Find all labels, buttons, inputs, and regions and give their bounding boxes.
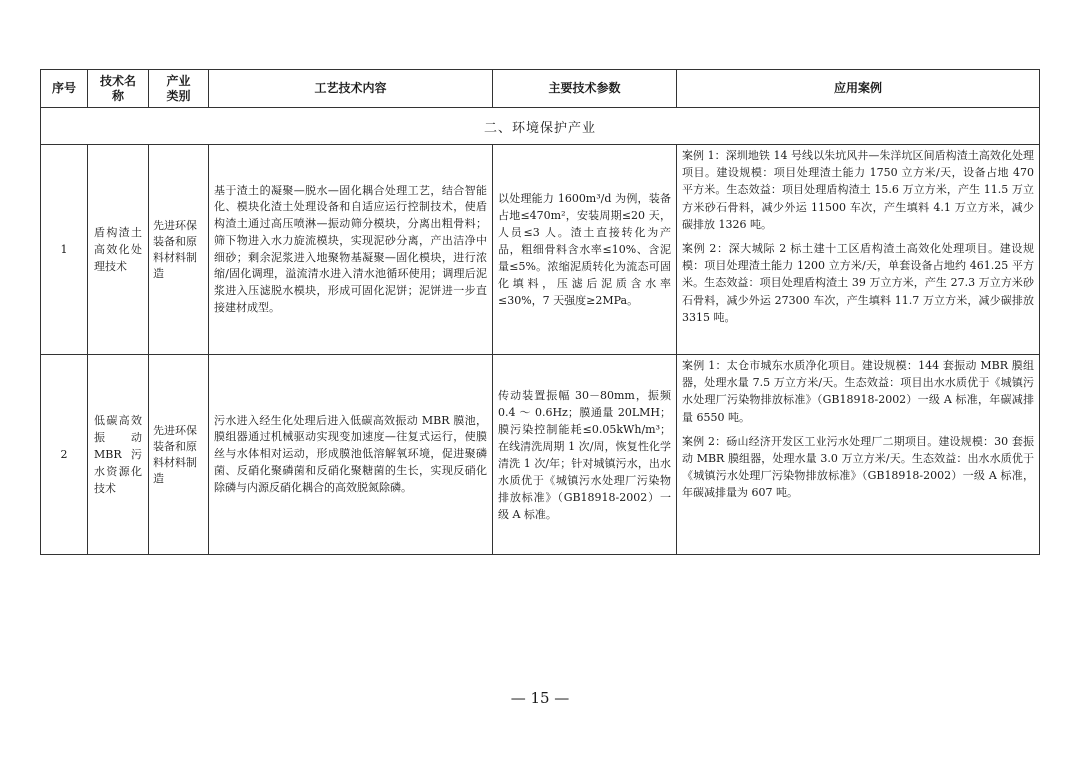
section-row xyxy=(41,108,1040,145)
tech-name: 低碳高效振动MBR污水资源化技术 xyxy=(88,355,149,555)
header-main-params: 主要技术参数 xyxy=(493,70,677,108)
case-item: 案例 2：深大城际 2 标土建十工区盾构渣土高效化处理项目。建设规模：项目处理渣土能力 1200 立方米/天，单套设备占地约 461.25 平方米。生态效益：项目处理盾构渣土 39 万立方米，产生 27.3 万立方米砂石骨料，减少外运 27300 车次，产生填料 11.7 万立方米，减少碳排放 3315 吨。 xyxy=(682,242,1034,324)
process-content: 基于渣土的凝聚—脱水—固化耦合处理工艺，结合智能化、模块化渣土处理设备和自适应运行控制技术，使盾构渣土通过高压喷淋—振动筛分模块，分离出粗骨料；筛下物进入水力旋流模块，实现泥砂分离，产出洁净中细砂；剩余泥浆进入地聚物基凝聚—固化模块，进行浓缩/固化调理，溢流清水进入清水池循环使用；调理后泥浆进入压滤脱水模块，形成可固化泥饼；泥饼进一步直接建材成型。 xyxy=(209,145,493,355)
main-params: 以处理能力 1600m³/d 为例，装备占地≤470m²，安装周期≤20 天，人员≤3 人。渣土直接转化为产品，粗细骨料含水率≤10%、含泥量≤5%。浓缩泥质转化为流态可固化填料，压滤后泥质含水率≤30%，7 天强度≥2MPa。 xyxy=(493,145,677,355)
table-header-row xyxy=(41,70,1040,108)
industry-category: 先进环保装备和原料材料制造 xyxy=(149,145,209,355)
case-item: 案例 1：太仓市城东水质净化项目。建设规模：144 套振动 MBR 膜组器，处理水量 7.5 万立方米/天。生态效益：项目出水水质优于《城镇污水处理厂污染物排放标准》（GB18918-2002）一级 A 标准，年碳减排量 6550 吨。 xyxy=(682,359,1034,424)
technology-table xyxy=(40,69,1040,555)
row-number: 2 xyxy=(41,355,88,555)
main-params: 传动装置振幅 30－80mm，振频 0.4 ～ 0.6Hz；膜通量 20LMH；膜污染控制能耗≤0.05kWh/m³；在线清洗周期 1 次/周，恢复性化学清洗 1 次/年；针对城镇污水，出水水质优于《城镇污水处理厂污染物排放标准》（GB18918-2002）一级 A 标准。 xyxy=(493,355,677,555)
section-title: 二、环境保护产业 xyxy=(41,108,1040,145)
application-cases xyxy=(677,145,1040,355)
case-item: 案例 2：砀山经济开发区工业污水处理厂二期项目。建设规模：30 套振动 MBR 膜组器，处理水量 3.0 万立方米/天。生态效益：出水水质优于《城镇污水处理厂污染物排放标准》（GB18918-2002）一级 A 标准，年碳减排量为 607 吨。 xyxy=(682,434,1034,500)
header-process-content: 工艺技术内容 xyxy=(209,70,493,108)
table-row xyxy=(41,145,1040,355)
header-industry-category: 产业类别 xyxy=(149,70,209,108)
industry-category: 先进环保装备和原料材料制造 xyxy=(149,355,209,555)
process-content: 污水进入经生化处理后进入低碳高效振动 MBR 膜池，膜组器通过机械驱动实现变加速度—往复式运行，使膜丝与水体相对运动，形成膜池低溶解氧环境，促进聚磷菌、反硝化聚磷菌和反硝化聚糖菌的生长，实现反硝化除磷与内源反硝化耦合的高效脱氮除磷。 xyxy=(209,355,493,555)
row-number: 1 xyxy=(41,145,88,355)
case-item: 案例 1：深圳地铁 14 号线以朱坑风井—朱洋坑区间盾构渣土高效化处理项目。建设规模：项目处理渣土能力 1750 立方米/天，设备占地 470 平方米。生态效益：项目处理盾构渣土 15.6 万立方米，产生 11.5 万立方米砂石骨料，减少外运 11500 车次，产生填料 4.1 万立方米，减少碳排放 1326 吨。 xyxy=(682,149,1034,231)
header-application-cases: 应用案例 xyxy=(677,70,1040,108)
tech-name: 盾构渣土高效化处理技术 xyxy=(88,145,149,355)
table-row xyxy=(41,355,1040,555)
header-tech-name: 技术名称 xyxy=(88,70,149,108)
header-serial: 序号 xyxy=(41,70,88,108)
application-cases xyxy=(677,355,1040,555)
page-number: — 15 — xyxy=(510,689,570,707)
